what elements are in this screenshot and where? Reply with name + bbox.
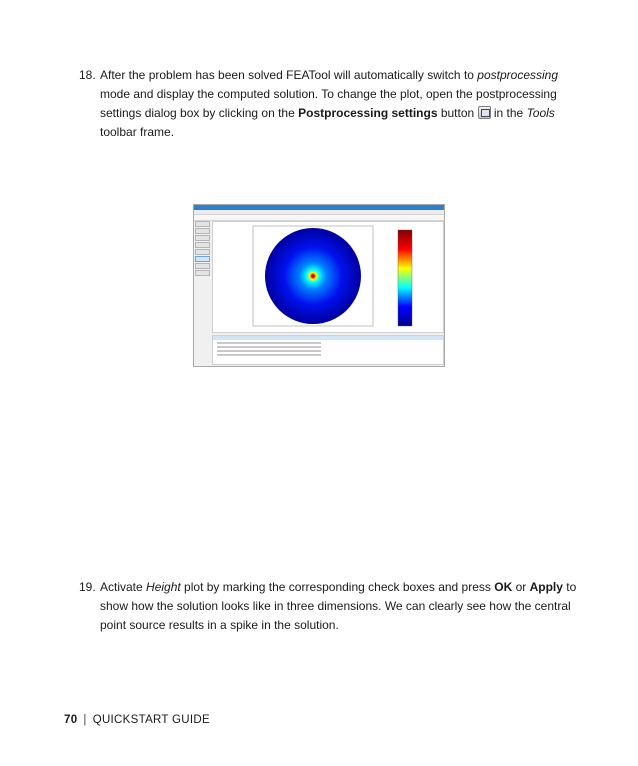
postprocessing-settings-label: Postprocessing settings bbox=[298, 106, 438, 120]
step-text: After the problem has been solved FEATool will automatically switch to postprocessing mode and display the computed solution. To change the plot, open the postprocessing settings dialog box by clicking on the Postprocessing settings button in the Tools toolbar frame. bbox=[100, 68, 559, 139]
step-number: 18. bbox=[79, 68, 96, 82]
page-footer bbox=[64, 714, 210, 726]
step-19 bbox=[79, 578, 579, 635]
solution-disk bbox=[265, 228, 361, 324]
footer-separator: | bbox=[83, 714, 87, 726]
term-postprocessing: postprocessing bbox=[477, 68, 559, 82]
plot-area bbox=[212, 221, 444, 333]
term-height: Height bbox=[146, 580, 181, 594]
step-number: 19. bbox=[79, 580, 96, 594]
step-text: Activate Height plot by marking the corresponding check boxes and press OK or Apply to show how the solution looks like in three dimensions. We can clearly see how the central point source results in a spike in the solution. bbox=[100, 580, 577, 632]
postprocessing-settings-icon bbox=[478, 106, 491, 119]
term-tools: Tools bbox=[526, 106, 555, 120]
featool-screenshot bbox=[193, 204, 445, 367]
solution-plot bbox=[213, 222, 443, 332]
apply-label: Apply bbox=[529, 580, 563, 594]
command-window bbox=[212, 335, 444, 365]
footer-title: QUICKSTART GUIDE bbox=[92, 714, 210, 726]
colorbar bbox=[398, 230, 412, 326]
page-number: 70 bbox=[64, 714, 78, 726]
ok-label: OK bbox=[494, 580, 513, 594]
mode-sidebar bbox=[195, 221, 210, 293]
step-18 bbox=[79, 66, 579, 142]
